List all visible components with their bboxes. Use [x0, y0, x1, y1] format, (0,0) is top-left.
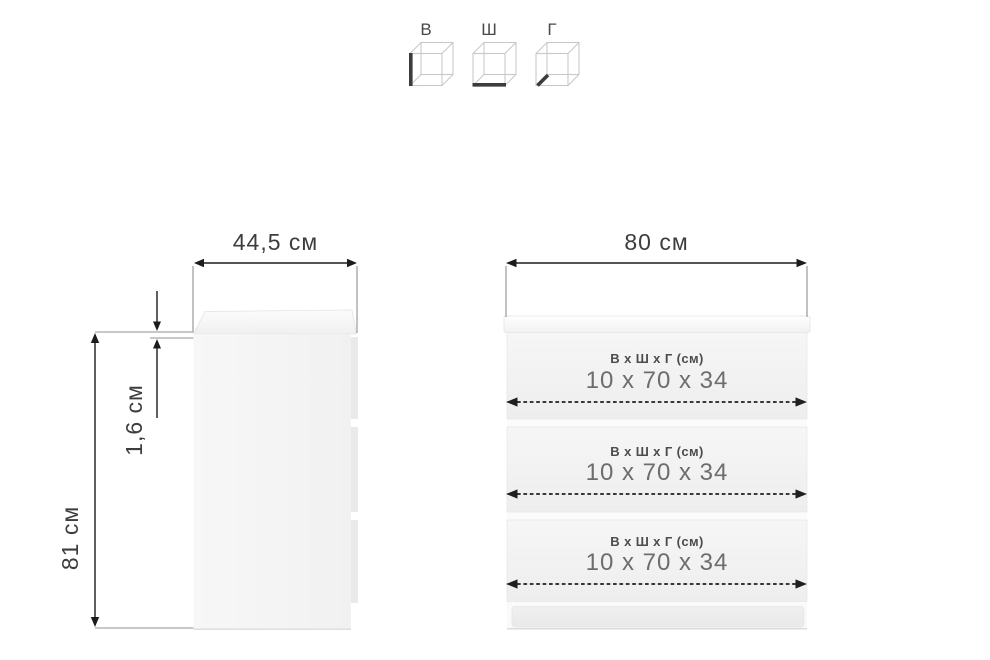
cabinet-side-view-shape	[194, 310, 359, 629]
height-dim-label: 81 см	[57, 505, 83, 571]
front-top-panel	[504, 316, 810, 333]
top-thickness-dim-label: 1,6 см	[121, 384, 147, 456]
side-drawer-fronts-edge	[351, 337, 358, 603]
legend-label-width: Ш	[481, 20, 497, 39]
size-legend	[409, 19, 581, 87]
legend-label-height: В	[420, 20, 432, 39]
drawer-3-header: В х Ш х Г (см)	[610, 534, 704, 549]
legend-label-depth: Г	[547, 20, 557, 39]
drawer-1-header: В х Ш х Г (см)	[610, 351, 704, 366]
top-thickness-dim-arrows	[153, 291, 161, 418]
cube-depth-icon	[535, 41, 581, 87]
drawer-1-dims: 10 x 70 x 34	[585, 367, 729, 394]
legend-item-depth	[535, 19, 581, 87]
drawer-2-header: В х Ш х Г (см)	[610, 444, 704, 459]
cube-width-icon	[472, 41, 518, 87]
side-width-dim-label: 44,5 см	[232, 229, 319, 255]
drawer-3-dims: 10 x 70 x 34	[585, 549, 729, 576]
width-dim-arrow-side	[194, 259, 357, 267]
height-dim-arrow	[91, 333, 99, 627]
legend-item-height	[409, 19, 455, 87]
legend-item-width	[472, 19, 518, 87]
front-width-dim-label: 80 см	[624, 229, 689, 255]
width-dim-arrow-front	[506, 259, 807, 267]
drawer-2-dims: 10 x 70 x 34	[585, 459, 729, 486]
cube-height-icon	[409, 41, 455, 87]
